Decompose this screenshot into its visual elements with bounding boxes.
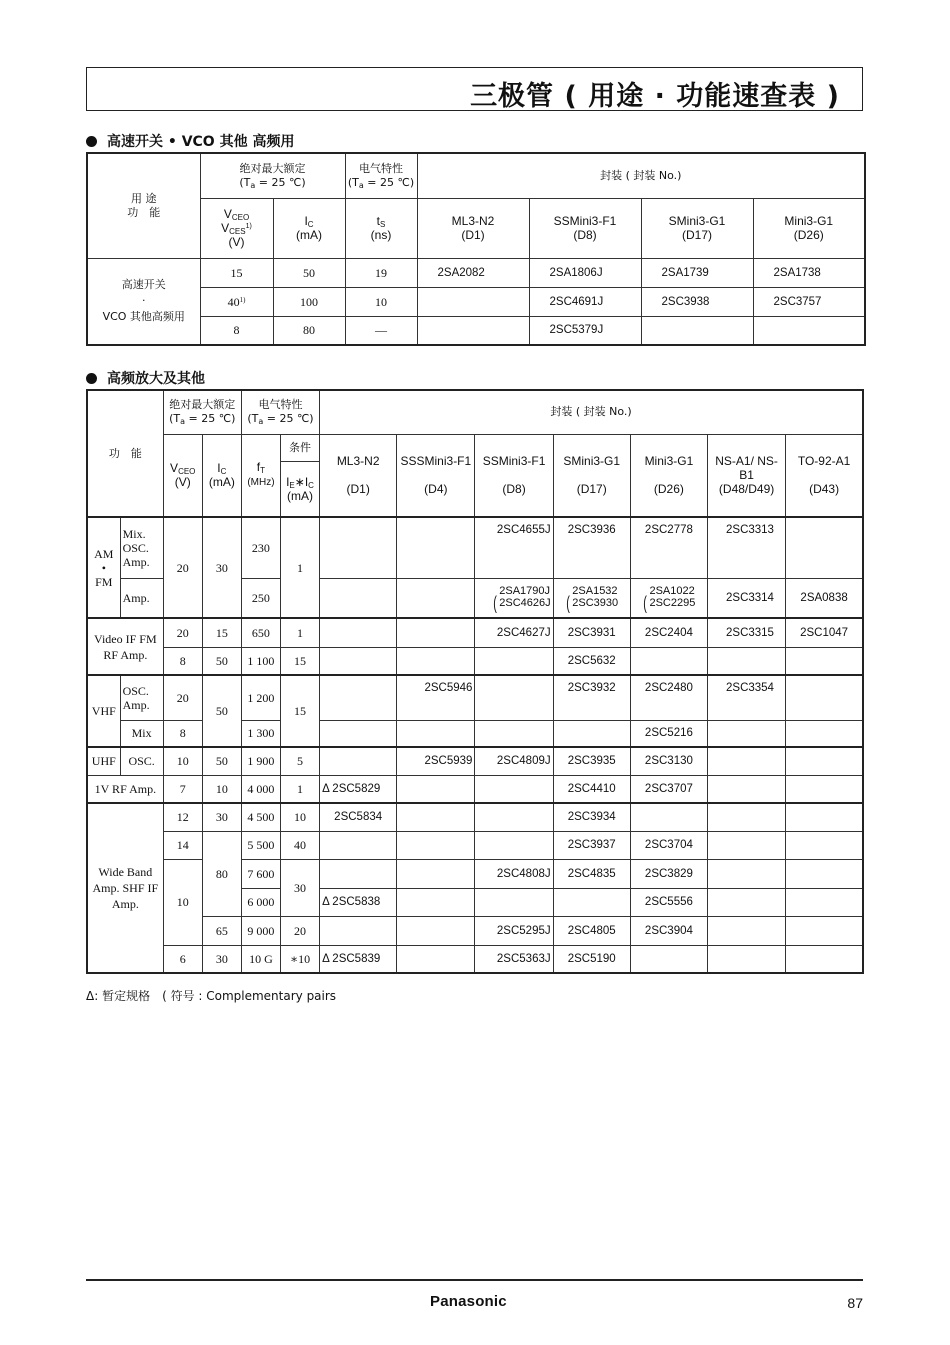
func-header: 功 能: [87, 390, 163, 517]
footnote: Δ: 暂定规格 ( 符号 : Complementary pairs: [86, 989, 337, 1003]
table-row: 40$^{1)}$ 100 10 2SC4691J 2SC3938 2SC3757: [87, 287, 865, 316]
col-vceo: $V_{CEO}$ $V_{CES}^{1)}$ (V): [200, 198, 273, 258]
col-pkg-ns: NS-A1/ NS-B1 (D48/D49): [708, 434, 786, 517]
col-vceo: $V_{CEO}$ (V): [163, 434, 202, 517]
table-row: 高速开关 · VCO 其他高频用 15 50 19 2SA2082 2SA1806J 2SA1739 2SA1738: [87, 258, 865, 287]
col-pkg-mini: Mini3-G1 (D26): [753, 198, 865, 258]
section2-title: 高频放大及其他: [107, 371, 205, 387]
section1-title: 高速开关 • VCO 其他 高频用: [107, 134, 295, 150]
table-row: VHF OSC. Amp. 20 50 1 200 15 2SC5946 2SC3932 2SC2480 2SC3354: [87, 675, 863, 720]
elec-header: 电气特性 ($T_a = 25$ ℃): [345, 153, 417, 198]
table-row: 8 80 — 2SC5379J: [87, 316, 865, 345]
col-pkg-ml3: ML3-N2 (D1): [417, 198, 529, 258]
table-row: 6 000 Δ 2SC5838 2SC5556: [87, 888, 863, 916]
table-row: Mix 8 1 300 2SC5216: [87, 720, 863, 747]
table-row: Amp. 250 (2SA1790J 2SC4626J (2SA1532 2SC3930 (2SA1022 2SC2295 2SC3314 2SA0838: [87, 578, 863, 618]
col-ic: $I_C$ (mA): [202, 434, 241, 517]
table-rf-amp: [86, 389, 864, 974]
table-row: 10 7 600 30 2SC4808J 2SC4835 2SC3829: [87, 859, 863, 888]
table-row: Wide Band Amp. SHF IF Amp. 12 30 4 500 10 2SC5834 2SC3934: [87, 803, 863, 831]
elec-header: 电气特性 ($T_a = 25$ ℃): [241, 390, 319, 434]
table-row: 14 80 5 500 40 2SC3937 2SC3704: [87, 831, 863, 859]
col-pkg-smini: SMini3-G1 (D17): [641, 198, 753, 258]
col-pkg-ssmini: SSMini3-F1 (D8): [529, 198, 641, 258]
table-row: 65 9 000 20 2SC5295J 2SC4805 2SC3904: [87, 916, 863, 945]
abs-max-header: 绝对最大额定 ($T_a = 25$ ℃): [200, 153, 345, 198]
col-pkg-ml3: ML3-N2 (D1): [320, 434, 397, 517]
section2-heading: [86, 368, 205, 388]
table-row: AM • FM Mix. OSC. Amp. 20 30 230 1 2SC4655J 2SC3936 2SC2778 2SC3313: [87, 517, 863, 578]
col-pkg-smini: SMini3-G1 (D17): [553, 434, 630, 517]
col-pkg-sssmini: SSSMini3-F1 (D4): [397, 434, 475, 517]
use-function-header: 用 途 功 能: [87, 153, 200, 258]
abs-max-header: 绝对最大额定 ($T_a = 25$ ℃): [163, 390, 241, 434]
footer-divider: [86, 1279, 863, 1281]
col-pkg-ssmini: SSMini3-F1 (D8): [475, 434, 553, 517]
col-ft: $f_T$ (MHz): [241, 434, 280, 517]
bullet-icon: [86, 136, 97, 147]
table-row: Video IF FM RF Amp. 20 15 650 1 2SC4627J 2SC3931 2SC2404 2SC3315 2SC1047: [87, 618, 863, 647]
col-cond: 条件: [280, 434, 319, 461]
col-ts: $t_S$ (ns): [345, 198, 417, 258]
table-row: 1V RF Amp. 7 10 4 000 1 Δ 2SC5829 2SC4410 2SC3707: [87, 775, 863, 803]
brand-logo: Panasonic: [430, 1293, 507, 1310]
page-title: 三极管 ( 用途 · 功能速查表 ): [470, 81, 840, 112]
func-cell: 高速开关 · VCO 其他高频用: [87, 258, 200, 345]
col-pkg-to92: TO-92-A1 (D43): [786, 434, 863, 517]
col-pkg-mini: Mini3-G1 (D26): [630, 434, 707, 517]
table-row: UHF OSC. 10 50 1 900 5 2SC5939 2SC4809J 2SC3935 2SC3130: [87, 747, 863, 775]
table-row: 6 30 10 G ∗10 Δ 2SC5839 2SC5363J 2SC5190: [87, 945, 863, 973]
bullet-icon: [86, 373, 97, 384]
col-ie-ic: $I_E∗I_C$ (mA): [280, 461, 319, 517]
section1-heading: [86, 131, 294, 151]
table-row: 8 50 1 100 15 2SC5632: [87, 647, 863, 675]
col-ic: $I_C$ (mA): [273, 198, 345, 258]
package-header: 封装 ( 封装 No.): [320, 390, 863, 434]
page-number: 87: [847, 1295, 863, 1311]
table-high-speed-switch: [86, 152, 866, 346]
package-header: 封装 ( 封装 No.): [417, 153, 865, 198]
title-box: [86, 67, 863, 111]
